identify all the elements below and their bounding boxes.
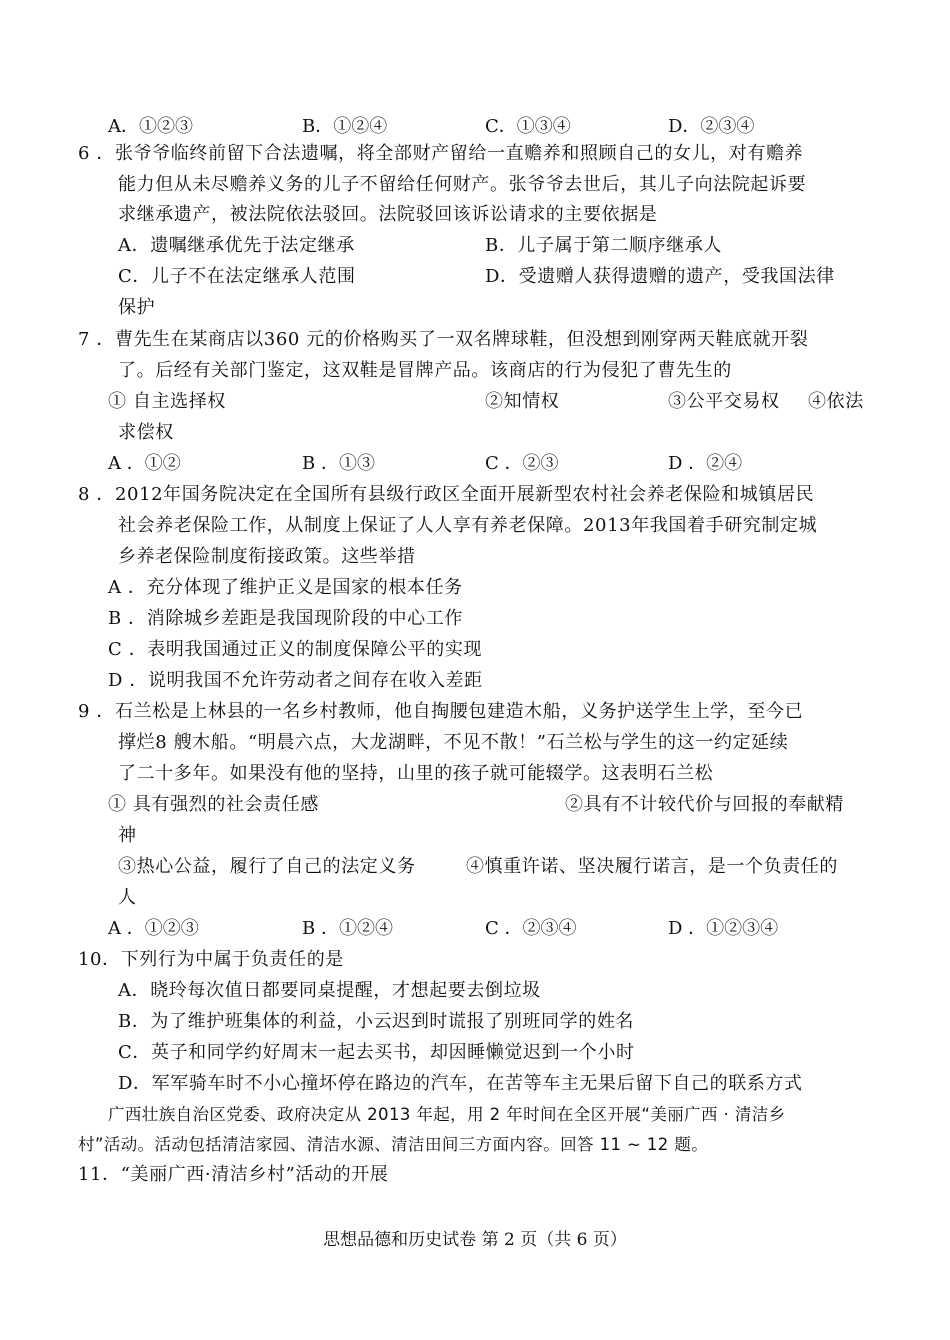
q7-option-a: A ．①② [108,453,181,474]
q7-option-d: D ．②④ [668,453,743,474]
q6-option-b: B．儿子属于第二顺序继承人 [485,235,723,256]
q9-item-2: ②具有不计较代价与回报的奉献精 [565,794,844,815]
q5-option-d: D．②③④ [668,116,755,137]
q7-option-b: B ．①③ [302,453,375,474]
q9-item-1: ① 具有强烈的社会责任感 [108,794,319,815]
q7-item-4: ④依法 [808,391,864,412]
q8-option-a: A ．充分体现了维护正义是国家的根本任务 [108,577,463,598]
q6-stem-line: 6 ．张爷爷临终前留下合法遗嘱，将全部财产留给一直赡养和照顾自己的女儿，对有赡养 [78,143,804,164]
q7-item-3: ③公平交易权 [668,391,780,412]
q9-option-c: C ．②③④ [485,918,577,939]
q7-option-c: C ．②③ [485,453,559,474]
q7-item-1: ① 自主选择权 [108,391,226,412]
q10-option-c: C．英子和同学约好周末一起去买书，却因睡懒觉迟到一个小时 [118,1042,635,1063]
q9-stem-line: 撑烂8 艘木船。“明晨六点，大龙湖畔，不见不散！”石兰松与学生的这一约定延续 [118,732,789,753]
q9-item-3: ③热心公益，履行了自己的法定义务 [118,856,416,877]
q6-option-c: C．儿子不在法定继承人范围 [118,266,356,287]
q6-stem-line: 能力但从未尽赡养义务的儿子不留给任何财产。张爷爷去世后，其儿子向法院起诉要 [118,174,807,195]
q5-option-a: A．①②③ [108,116,193,137]
q7-stem-line: 7 ．曹先生在某商店以360 元的价格购买了一双名牌球鞋，但没想到刚穿两天鞋底就开裂 [78,329,809,350]
passage-line: 广西壮族自治区党委、政府决定从 2013 年起，用 2 年时间在全区开展“美丽广西 · 清洁乡 [108,1105,786,1124]
q9-item-4-cont: 人 [118,887,137,908]
q10-option-a: A．晓玲每次值日都要同桌提醒，才想起要去倒垃圾 [118,980,541,1001]
q8-option-d: D ．说明我国不允许劳动者之间存在收入差距 [108,670,483,691]
q6-option-a: A．遗嘱继承优先于法定继承 [118,235,355,256]
q9-stem-line: 了二十多年。如果没有他的坚持，山里的孩子就可能辍学。这表明石兰松 [118,763,714,784]
q10-stem: 10．下列行为中属于负责任的是 [78,949,344,970]
passage-line: 村”活动。活动包括清洁家园、清洁水源、清洁田间三方面内容。回答 11 ~ 12 题。 [78,1135,709,1154]
q9-item-4: ④慎重许诺、坚决履行诺言，是一个负责任的 [466,856,838,877]
q11-stem: 11．“美丽广西·清洁乡村”活动的开展 [78,1164,389,1185]
q10-option-b: B．为了维护班集体的利益，小云迟到时谎报了别班同学的姓名 [118,1011,635,1032]
q7-item-2: ②知情权 [485,391,560,412]
q8-stem-line: 社会养老保险工作，从制度上保证了人人享有养老保障。2013年我国着手研究制定城 [118,515,818,536]
q8-option-c: C ．表明我国通过正义的制度保障公平的实现 [108,639,483,660]
q8-stem-line: 乡养老保险制度衔接政策。这些举措 [118,546,416,567]
q9-option-b: B ．①②④ [302,918,393,939]
q5-option-b: B．①②④ [302,116,388,137]
page-footer: 思想品德和历史试卷 第 2 页（共 6 页） [323,1230,627,1250]
q6-stem-line: 求继承遗产，被法院依法驳回。法院驳回该诉讼请求的主要依据是 [118,204,658,225]
q10-option-d: D．军军骑车时不小心撞坏停在路边的汽车，在苦等车主无果后留下自己的联系方式 [118,1073,803,1094]
q6-option-d: D．受遗赠人获得遗赠的遗产，受我国法律 [485,266,835,287]
q9-option-a: A ．①②③ [108,918,199,939]
q7-item-4-cont: 求偿权 [118,422,174,443]
q9-option-d: D ．①②③④ [668,918,779,939]
q6-option-d-cont: 保护 [118,297,156,318]
q8-stem-line: 8 ．2012年国务院决定在全国所有县级行政区全面开展新型农村社会养老保险和城镇居民 [78,484,815,505]
q9-item-2-cont: 神 [118,825,137,846]
q8-option-b: B ．消除城乡差距是我国现阶段的中心工作 [108,608,463,629]
q5-option-c: C．①③④ [485,116,571,137]
q9-stem-line: 9 ．石兰松是上林县的一名乡村教师，他自掏腰包建造木船，义务护送学生上学，至今已 [78,701,804,722]
q7-stem-line: 了。后经有关部门鉴定，这双鞋是冒牌产品。该商店的行为侵犯了曹先生的 [118,360,732,381]
